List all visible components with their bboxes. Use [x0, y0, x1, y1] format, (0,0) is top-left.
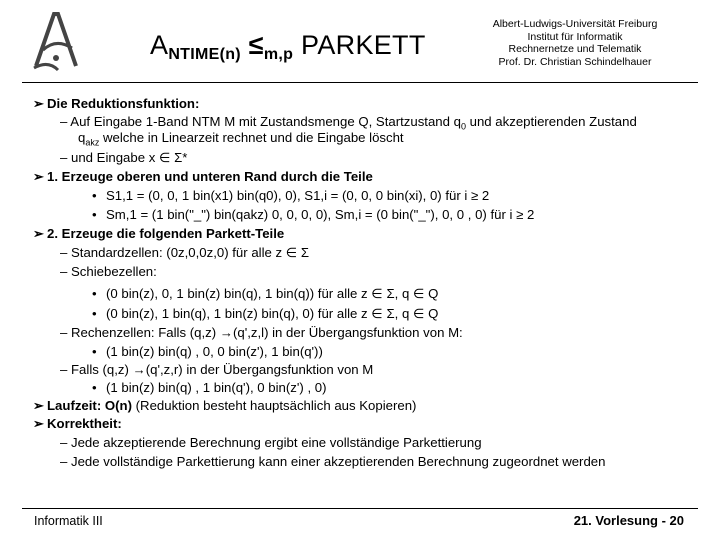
- bullet-laufzeit: ➢ Laufzeit: O(n) (Reduktion besteht hauptsächlich aus Kopieren): [33, 398, 417, 413]
- sub-sub-bullet: • (1 bin(z) bin(q) , 0, 0 bin(z'), 1 bin(q')): [92, 344, 323, 359]
- sub-bullet: – und Eingabe x ∈ Σ*: [60, 150, 188, 165]
- bullet-reduktion: ➢ Die Reduktionsfunktion:: [33, 96, 200, 111]
- sub-bullet: – Jede akzeptierende Berechnung ergibt eine vollständige Parkettierung: [60, 435, 482, 450]
- arrow-bullet-icon: ➢: [33, 398, 45, 413]
- sub-sub-bullet: • S1,1 = (0, 0, 1 bin(x1) bin(q0), 0), S1,i = (0, 0, 0 bin(xi), 0) für i ≥ 2: [92, 188, 490, 203]
- sub-sub-bullet: • Sm,1 = (1 bin("_") bin(qakz) 0, 0, 0, 0), Sm,i = (0 bin("_"), 0, 0 , 0) für i ≥ 2: [92, 207, 535, 222]
- institution-line: Albert-Ludwigs-Universität Freiburg: [492, 18, 658, 30]
- sub-bullet: – Rechenzellen: Falls (q,z) →(q',z,l) in der Übergangsfunktion von M:: [60, 325, 463, 340]
- sub-bullet: – Standardzellen: (0z,0,0z,0) für alle z ∈ Σ: [60, 245, 310, 260]
- bullet-korrektheit: ➢ Korrektheit:: [33, 416, 122, 431]
- institution-line: Institut für Informatik: [527, 30, 623, 43]
- bullet-rand: ➢ 1. Erzeuge oberen und unteren Rand durch die Teile: [33, 169, 373, 184]
- sub-bullet: – Auf Eingabe 1-Band NTM M mit Zustandsmenge Q, Startzustand $q_0$ und akzeptierenden Zustand: [60, 114, 637, 132]
- sub-bullet-cont: $q_{akz}$ welche in Linearzeit rechnet und die Eingabe löscht: [78, 130, 404, 148]
- arrow-bullet-icon: ➢: [33, 96, 45, 111]
- footer-course: Informatik III: [34, 514, 103, 528]
- institution-line: Prof. Dr. Christian Schindelhauer: [498, 55, 652, 68]
- arrow-bullet-icon: ➢: [33, 226, 45, 241]
- arrow-bullet-icon: ➢: [33, 416, 45, 431]
- sub-bullet: – Jede vollständige Parkettierung kann einer akzeptierenden Berechnung zugeordnet werden: [60, 454, 606, 469]
- bullet-parkett: ➢ 2. Erzeuge die folgenden Parkett-Teile: [33, 226, 285, 241]
- footer-divider: [22, 508, 698, 509]
- footer-slide-number: 21. Vorlesung - 20: [573, 513, 684, 528]
- institution-line: Rechnernetze und Telematik: [508, 43, 642, 55]
- sub-sub-bullet: • (0 bin(z), 0, 1 bin(z) bin(q), 1 bin(q)) für alle z ∈ Σ, q ∈ Q: [92, 286, 439, 301]
- arrow-bullet-icon: ➢: [33, 169, 45, 184]
- slide-title: $A_{NTIME(n)} \le m,p$ PARKETT: [150, 30, 426, 63]
- sub-sub-bullet: • (0 bin(z), 1 bin(q), 1 bin(z) bin(q), 0) für alle z ∈ Σ, q ∈ Q: [92, 306, 439, 321]
- sub-sub-bullet: • (1 bin(z) bin(q) , 1 bin(q'), 0 bin(z') , 0): [92, 380, 327, 395]
- sub-bullet: – Falls (q,z) →(q',z,r) in der Übergangsfunktion von M: [60, 362, 374, 377]
- sub-bullet: – Schiebezellen:: [60, 264, 157, 279]
